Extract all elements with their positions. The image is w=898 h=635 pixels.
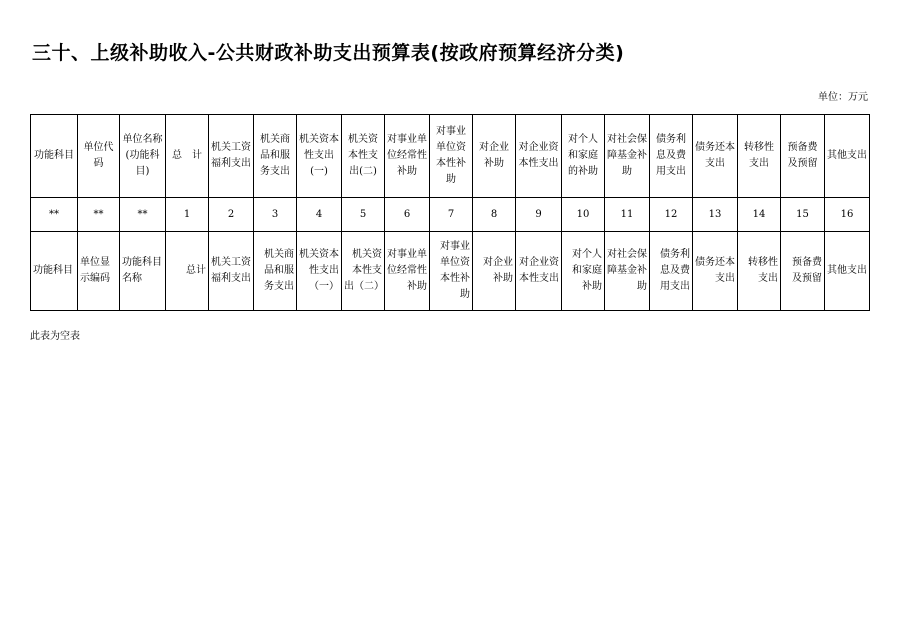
descriptors-cell: 功能科目名称	[120, 232, 166, 311]
numbers-cell: 7	[430, 198, 473, 232]
descriptors-cell: 转移性支出	[738, 232, 781, 311]
numbers-cell: 16	[825, 198, 870, 232]
descriptors-cell: 对个人和家庭补助	[562, 232, 605, 311]
descriptors-cell: 机关工资福利支出	[209, 232, 254, 311]
descriptors-cell: 债务还本支出	[693, 232, 738, 311]
header-cell: 债务还本支出	[693, 115, 738, 198]
header-cell: 对企业资本性支出	[516, 115, 562, 198]
numbers-cell: 3	[254, 198, 297, 232]
header-row	[31, 115, 870, 198]
numbers-cell: 14	[738, 198, 781, 232]
numbers-cell: 11	[605, 198, 650, 232]
descriptors-cell: 机关资本性支出（二）	[342, 232, 385, 311]
header-cell: 机关资本性支出(二)	[342, 115, 385, 198]
header-cell: 转移性支出	[738, 115, 781, 198]
numbers-cell: 10	[562, 198, 605, 232]
numbers-cell: 13	[693, 198, 738, 232]
descriptors-cell: 对企业资本性支出	[516, 232, 562, 311]
descriptors-cell: 预备费及预留	[781, 232, 825, 311]
descriptors-cell: 对企业补助	[473, 232, 516, 311]
unit-label: 单位：万元	[818, 92, 868, 103]
empty-table-note: 此表为空表	[30, 331, 80, 342]
numbers-cell: 4	[297, 198, 342, 232]
header-cell: 单位代码	[78, 115, 120, 198]
descriptors-cell: 其他支出	[825, 232, 870, 311]
header-cell: 机关商品和服务支出	[254, 115, 297, 198]
header-cell: 对企业补助	[473, 115, 516, 198]
numbers-cell: 12	[650, 198, 693, 232]
numbers-cell: 8	[473, 198, 516, 232]
descriptors-cell: 单位显示编码	[78, 232, 120, 311]
descriptors-cell: 债务利息及费用支出	[650, 232, 693, 311]
numbers-cell: 15	[781, 198, 825, 232]
header-cell: 总 计	[166, 115, 209, 198]
numbers-cell: 6	[385, 198, 430, 232]
descriptors-cell: 机关商品和服务支出	[254, 232, 297, 311]
header-cell: 机关工资福利支出	[209, 115, 254, 198]
header-cell: 机关资本性支出(一)	[297, 115, 342, 198]
descriptors-cell: 对事业单位经常性补助	[385, 232, 430, 311]
numbers-cell: 9	[516, 198, 562, 232]
header-cell: 预备费及预留	[781, 115, 825, 198]
header-cell: 功能科目	[31, 115, 78, 198]
header-cell: 对社会保障基金补助	[605, 115, 650, 198]
numbers-cell: 1	[166, 198, 209, 232]
descriptors-cell: 对社会保障基金补助	[605, 232, 650, 311]
numbers-cell: 2	[209, 198, 254, 232]
page-title: 三十、上级补助收入-公共财政补助支出预算表(按政府预算经济分类)	[32, 42, 625, 64]
descriptors-cell: 对事业单位资本性补助	[430, 232, 473, 311]
header-cell: 债务利息及费用支出	[650, 115, 693, 198]
header-cell: 其他支出	[825, 115, 870, 198]
numbers-cell: 5	[342, 198, 385, 232]
column-number-row	[31, 198, 870, 232]
numbers-cell: **	[31, 198, 78, 232]
header-cell: 单位名称(功能科目)	[120, 115, 166, 198]
header-cell: 对个人和家庭的补助	[562, 115, 605, 198]
header-cell: 对事业单位资本性补助	[430, 115, 473, 198]
numbers-cell: **	[120, 198, 166, 232]
header-cell: 对事业单位经常性补助	[385, 115, 430, 198]
descriptors-cell: 机关资本性支出（一）	[297, 232, 342, 311]
numbers-cell: **	[78, 198, 120, 232]
descriptors-cell: 功能科目	[31, 232, 78, 311]
descriptors-cell: 总计	[166, 232, 209, 311]
descriptor-row	[31, 232, 870, 311]
budget-table	[30, 114, 870, 311]
